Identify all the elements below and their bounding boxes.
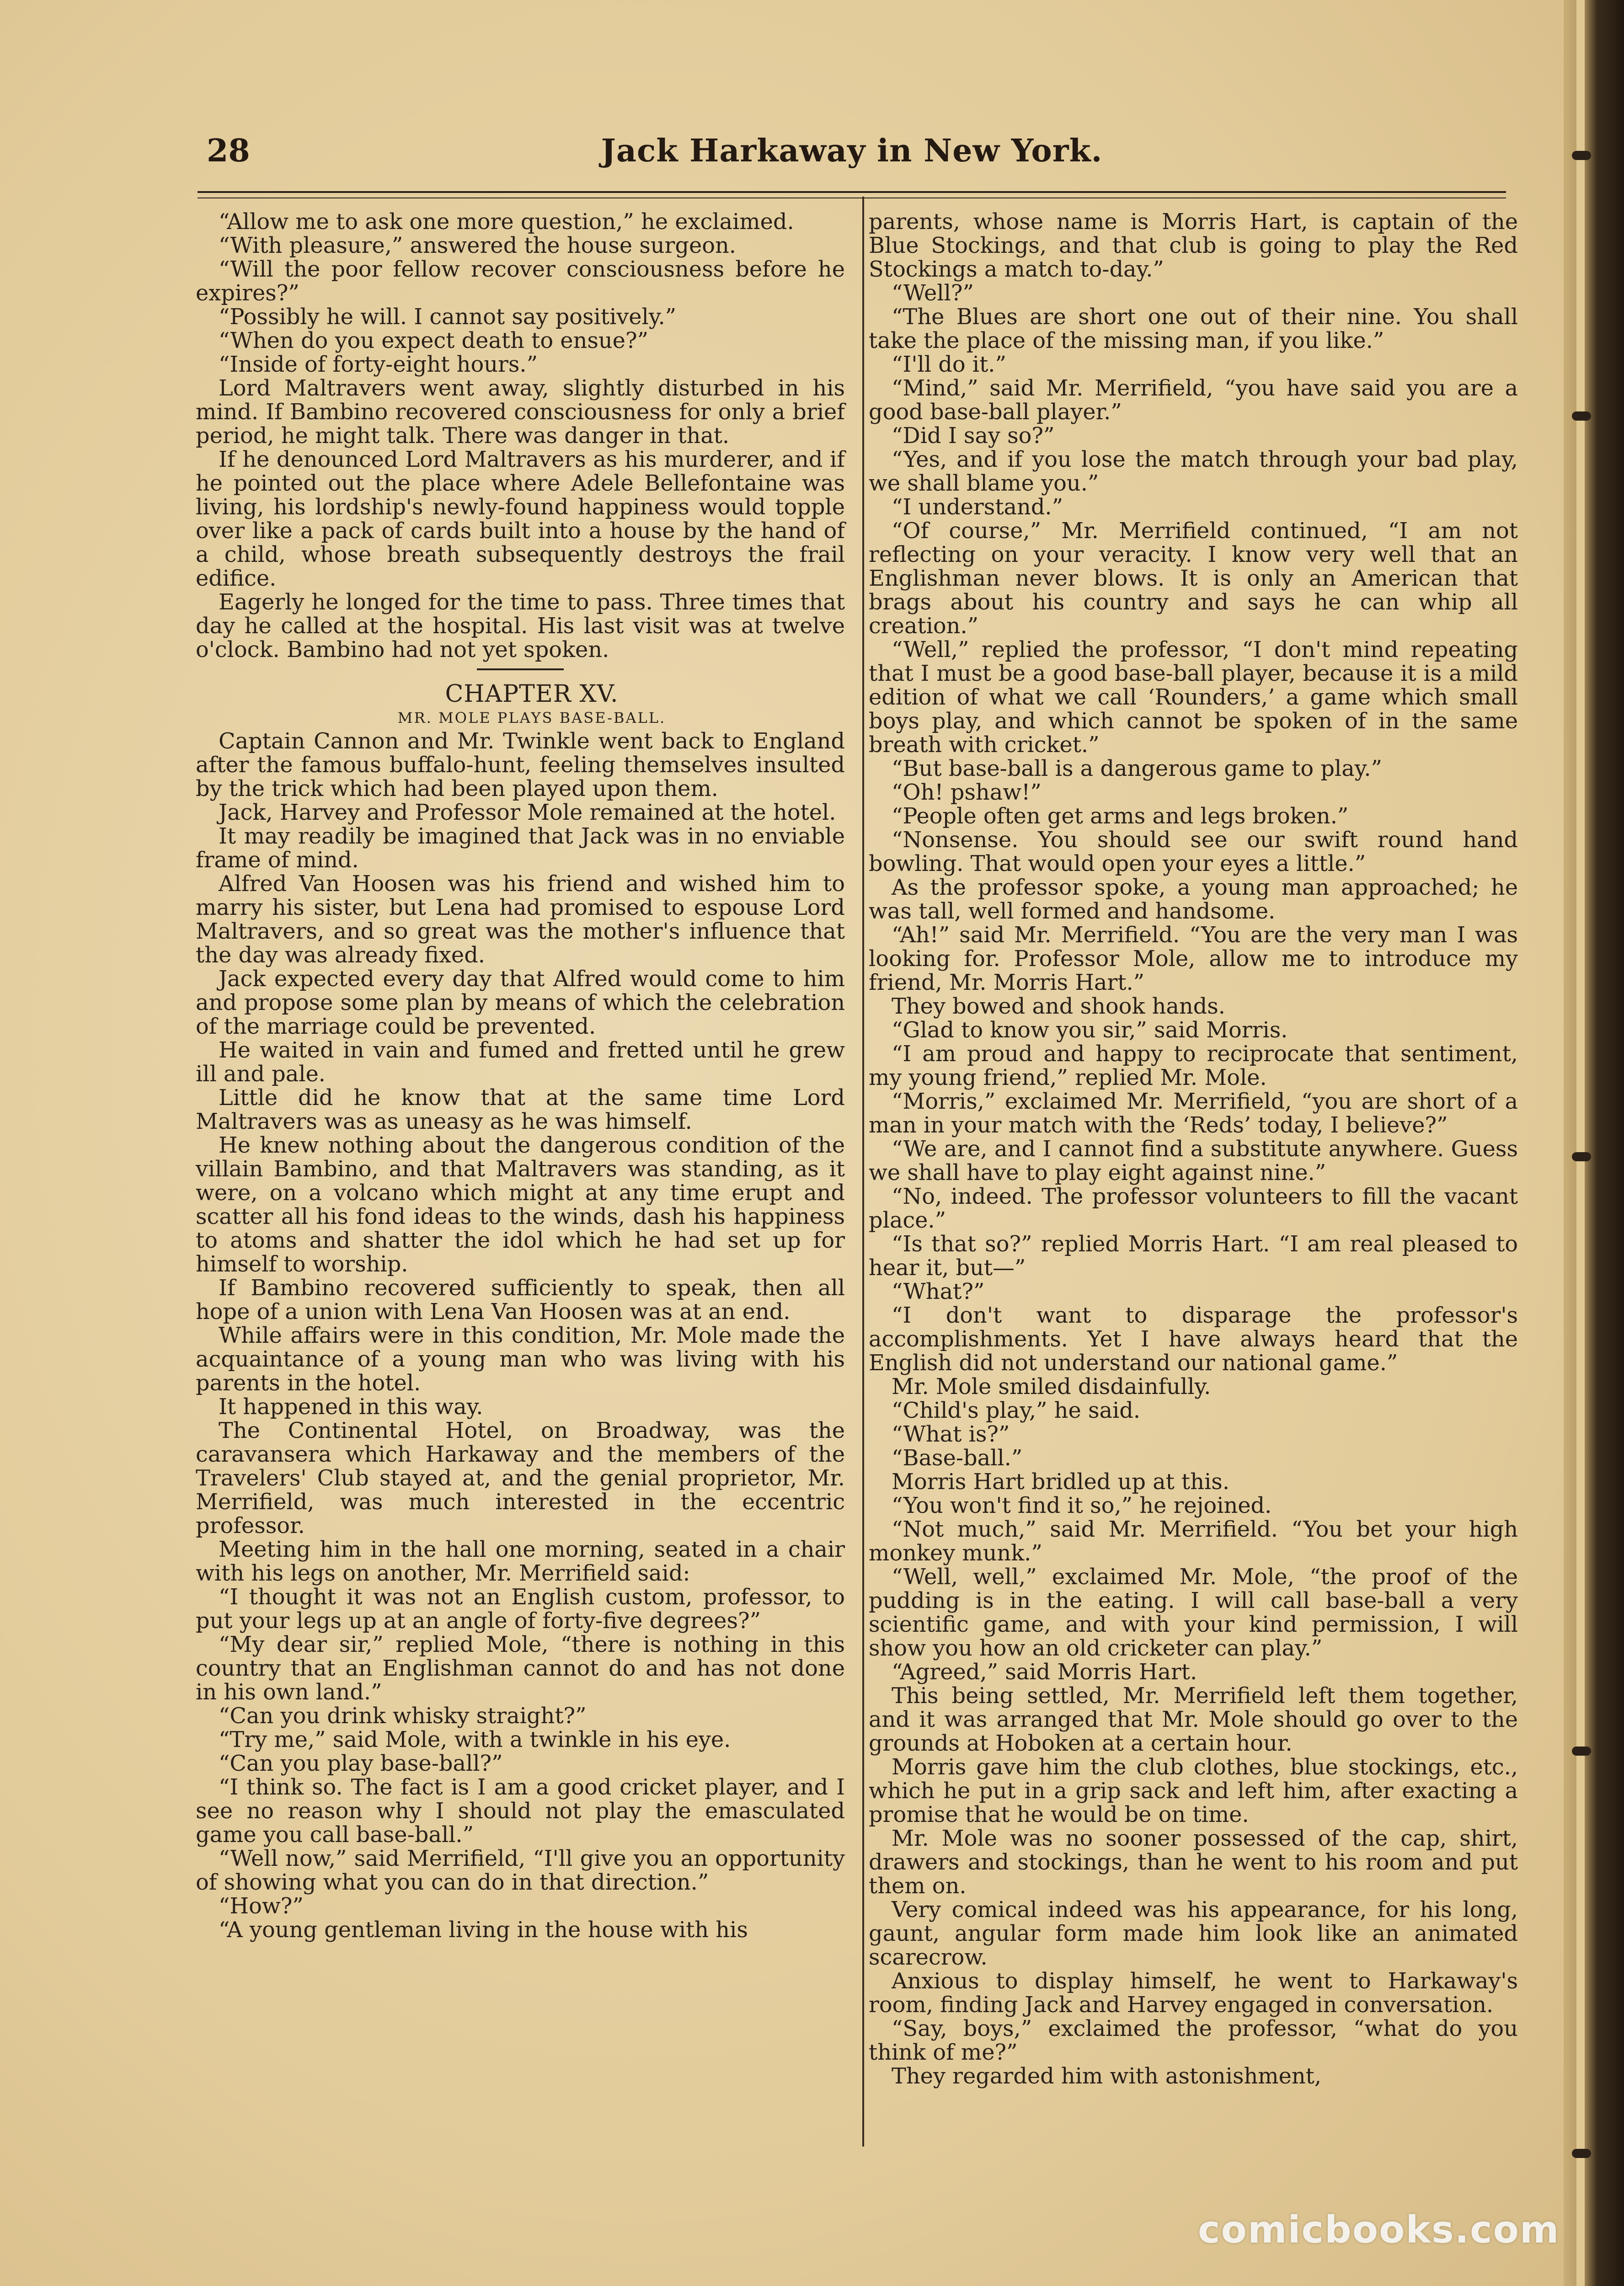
- right-column: [869, 210, 1518, 2088]
- paragraph: “I think so. The fact is I am a good cricket player, and I see no reason why I should not play the emasculated game you call base-ball.”: [196, 1775, 845, 1848]
- paragraph: “Is that so?” replied Morris Hart. “I am real pleased to hear it, but—”: [869, 1232, 1518, 1281]
- paragraph: “Did I say so?”: [892, 423, 1055, 449]
- paragraph: “Yes, and if you lose the match through your bad play, we shall blame you.”: [869, 447, 1518, 496]
- paragraph: Eagerly he longed for the time to pass. Three times that day he called at the hospital. His last visit was at twelve o'clock. Bambino had not yet spoken.: [196, 590, 845, 662]
- paragraph: “People often get arms and legs broken.”: [892, 804, 1349, 829]
- paragraph: Meeting him in the hall one morning, seated in a chair with his legs on another, Mr. Merrifield said:: [196, 1537, 845, 1586]
- paragraph: “I am proud and happy to reciprocate that sentiment, my young friend,” replied Mr. Mole.: [869, 1042, 1518, 1090]
- chapter-subtitle: MR. MOLE PLAYS BASE-BALL.: [397, 709, 666, 726]
- paragraph: “Mind,” said Mr. Merrifield, “you have said you are a good base-ball player.”: [869, 376, 1518, 425]
- paragraph: “Allow me to ask one more question,” he exclaimed.: [219, 209, 794, 235]
- paragraph: “We are, and I cannot find a substitute anywhere. Guess we shall have to play eight against nine.”: [869, 1137, 1518, 1186]
- paragraph: He waited in vain and fumed and fretted until he grew ill and pale.: [196, 1038, 845, 1087]
- paragraph: “Glad to know you sir,” said Morris.: [892, 1018, 1288, 1043]
- paragraph: If he denounced Lord Maltravers as his murderer, and if he pointed out the place where Adele Bellefontaine was living, his lordship's newly-found happiness would topple over like a pack of cards built into a house by the hand of a child, whose breath subsequently destroys the frail edifice.: [196, 447, 845, 591]
- paragraph: This being settled, Mr. Merrifield left them together, and it was arranged that Mr. Mole should go over to the grounds at Hoboken at a certain hour.: [869, 1683, 1518, 1756]
- paragraph: Mr. Mole smiled disdainfully.: [892, 1374, 1211, 1399]
- chapter-rule: [477, 668, 564, 670]
- paragraph: “Well now,” said Merrifield, “I'll give you an opportunity of showing what you can do in that direction.”: [196, 1846, 845, 1895]
- paragraph: “Inside of forty-eight hours.”: [219, 352, 538, 377]
- paragraph: “Base-ball.”: [892, 1446, 1023, 1471]
- binding-spine: [1564, 0, 1624, 2286]
- paragraph: “I thought it was not an English custom, professor, to put your legs up at an angle of forty-five degrees?”: [196, 1585, 845, 1634]
- paragraph: They regarded him with astonishment,: [892, 2064, 1322, 2089]
- paragraph: “A young gentleman living in the house with his: [219, 1917, 748, 1943]
- paragraph: “Of course,” Mr. Merrifield continued, “I am not reflecting on your veracity. I know very well that an Englishman never blows. It is only an American that brags about his country and says he can whip all creation.”: [869, 518, 1518, 639]
- paragraph: Jack expected every day that Alfred would come to him and propose some plan by means of which the celebration of the marriage could be prevented.: [196, 967, 845, 1039]
- paragraph: Anxious to display himself, he went to Harkaway's room, finding Jack and Harvey engaged in conversation.: [869, 1969, 1518, 2018]
- staple: [1572, 1152, 1591, 1161]
- paragraph: “I understand.”: [892, 495, 1063, 520]
- paragraph: “Well,” replied the professor, “I don't mind repeating that I must be a good base-ball player, because it is a mild edition of what we call ‘Rounders,’ a game which small boys play, and which cannot be spoken of in the same breath with cricket.”: [869, 637, 1518, 758]
- paragraph: “Can you play base-ball?”: [219, 1751, 503, 1776]
- chapter-title: CHAPTER XV.: [445, 680, 619, 708]
- paragraph: As the professor spoke, a young man approached; he was tall, well formed and handsome.: [869, 875, 1518, 924]
- left-column: [196, 210, 845, 1942]
- paragraph: “I don't want to disparage the professor's accomplishments. Yet I have always heard that the English did not understand our national game.”: [869, 1303, 1518, 1376]
- paragraph: “Not much,” said Mr. Merrifield. “You bet your high monkey munk.”: [869, 1517, 1518, 1566]
- paragraph: “With pleasure,” answered the house surgeon.: [219, 233, 737, 258]
- staple: [1572, 151, 1591, 160]
- paragraph: It may readily be imagined that Jack was in no enviable frame of mind.: [196, 824, 845, 873]
- paragraph: “My dear sir,” replied Mole, “there is nothing in this country that an Englishman cannot do and has not done in his own land.”: [196, 1632, 845, 1705]
- paragraph: Mr. Mole was no sooner possessed of the cap, shirt, drawers and stockings, than he went to his room and put them on.: [869, 1826, 1518, 1899]
- paragraph: “You won't find it so,” he rejoined.: [892, 1493, 1272, 1518]
- paragraph: “Agreed,” said Morris Hart.: [892, 1660, 1197, 1685]
- paragraph: “What?”: [892, 1279, 985, 1304]
- paragraph: Little did he know that at the same time Lord Maltravers was as uneasy as he was himself.: [196, 1085, 845, 1134]
- page-edge: [1576, 0, 1585, 2286]
- paragraph: While affairs were in this condition, Mr. Mole made the acquaintance of a young man who was living with his parents in the hotel.: [196, 1323, 845, 1396]
- paragraph: Captain Cannon and Mr. Twinkle went back to England after the famous buffalo-hunt, feeling themselves insulted by the trick which had been played upon them.: [196, 729, 845, 801]
- header-rule: [198, 191, 1506, 198]
- paragraph: Alfred Van Hoosen was his friend and wished him to marry his sister, but Lena had promised to espouse Lord Maltravers, and so great was the mother's influence that the day was already fixed.: [196, 871, 845, 968]
- staple: [1572, 411, 1591, 421]
- running-title: Jack Harkaway in New York.: [601, 133, 1103, 169]
- page-number: 28: [207, 133, 250, 169]
- paragraph: If Bambino recovered sufficiently to speak, then all hope of a union with Lena Van Hoosen was at an end.: [196, 1276, 845, 1325]
- paragraph: “No, indeed. The professor volunteers to fill the vacant place.”: [869, 1184, 1518, 1233]
- paragraph: It happened in this way.: [219, 1394, 483, 1420]
- paragraph: “Well, well,” exclaimed Mr. Mole, “the proof of the pudding is in the eating. I will call base-ball a very scientific game, and with your kind permission, I will show you how an old cricketer can play.”: [869, 1565, 1518, 1661]
- paragraph: “The Blues are short one out of their nine. You shall take the place of the missing man, if you like.”: [869, 304, 1518, 353]
- paragraph: “Try me,” said Mole, with a twinkle in his eye.: [219, 1727, 731, 1752]
- staple: [1572, 1747, 1591, 1756]
- paragraph: The Continental Hotel, on Broadway, was the caravansera which Harkaway and the members of the Travelers' Club stayed at, and the genial proprietor, Mr. Merrifield, was much interested in the eccentric professor.: [196, 1418, 845, 1538]
- paragraph: They bowed and shook hands.: [892, 994, 1225, 1019]
- watermark: comicbooks.com: [1198, 2208, 1560, 2252]
- paragraph: “What is?”: [892, 1422, 1010, 1447]
- column-divider: [862, 197, 864, 2147]
- paragraph: “Possibly he will. I cannot say positively.”: [219, 304, 677, 330]
- paragraph: He knew nothing about the dangerous condition of the villain Bambino, and that Maltravers was standing, as it were, on a volcano which might at any time erupt and scatter all his fond ideas to the winds, dash his happiness to atoms and shatter the idol which he had set up for himself to worship.: [196, 1133, 845, 1277]
- staple: [1572, 2149, 1591, 2158]
- paragraph: “But base-ball is a dangerous game to play.”: [892, 756, 1382, 781]
- paragraph: “Child's play,” he said.: [892, 1398, 1141, 1423]
- paragraph: parents, whose name is Morris Hart, is captain of the Blue Stockings, and that club is going to play the Red Stockings a match to-day.”: [869, 209, 1518, 282]
- paragraph: “When do you expect death to ensue?”: [219, 328, 649, 353]
- paragraph: “Nonsense. You should see our swift round hand bowling. That would open your eyes a little.”: [869, 828, 1518, 876]
- paragraph: “Well?”: [892, 281, 974, 306]
- page-header: [198, 133, 1506, 183]
- paragraph: Jack, Harvey and Professor Mole remained at the hotel.: [219, 800, 836, 825]
- paragraph: “Ah!” said Mr. Merrifield. “You are the very man I was looking for. Professor Mole, allow me to introduce my friend, Mr. Morris Hart.”: [869, 923, 1518, 995]
- paragraph: “I'll do it.”: [892, 352, 1006, 377]
- paragraph: “Oh! pshaw!”: [892, 780, 1042, 805]
- paragraph: Very comical indeed was his appearance, for his long, gaunt, angular form made him look like an animated scarecrow.: [869, 1897, 1518, 1970]
- paragraph: “How?”: [219, 1894, 304, 1919]
- paragraph: “Will the poor fellow recover consciousness before he expires?”: [196, 257, 845, 306]
- paragraph: “Say, boys,” exclaimed the professor, “what do you think of me?”: [869, 2016, 1518, 2065]
- paragraph: Morris Hart bridled up at this.: [892, 1469, 1230, 1495]
- paragraph: “Morris,” exclaimed Mr. Merrifield, “you are short of a man in your match with the ‘Reds’ today, I believe?”: [869, 1089, 1518, 1138]
- paragraph: “Can you drink whisky straight?”: [219, 1704, 587, 1729]
- paragraph: Morris gave him the club clothes, blue stockings, etc., which he put in a grip sack and left him, after exacting a promise that he would be on time.: [869, 1755, 1518, 1827]
- paragraph: Lord Maltravers went away, slightly disturbed in his mind. If Bambino recovered consciousness for only a brief period, he might talk. There was danger in that.: [196, 376, 845, 449]
